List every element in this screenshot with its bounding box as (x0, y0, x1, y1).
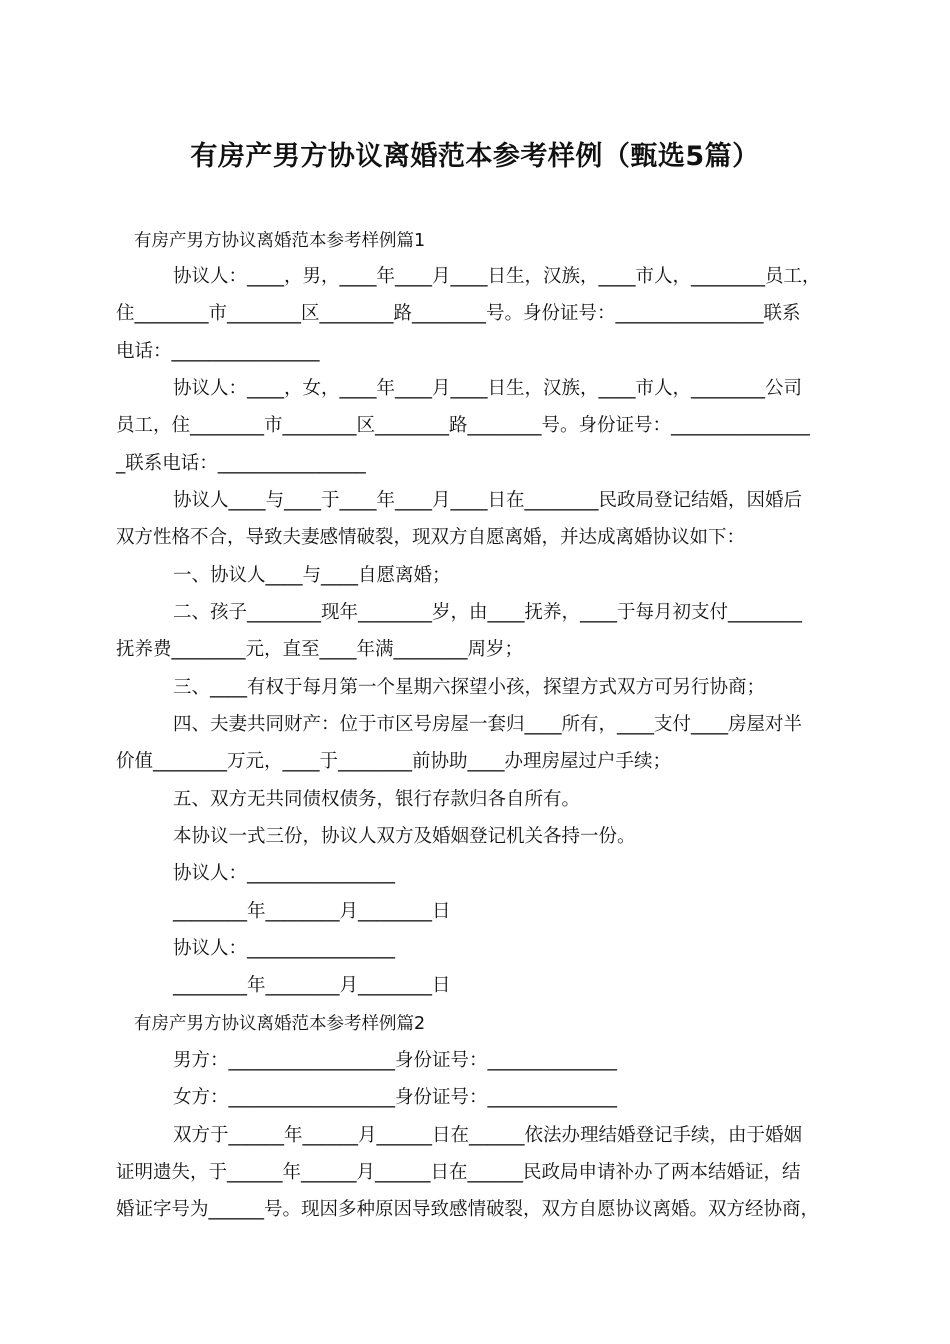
section2-para-line-1: 双方于______年______月______日在______依法办理结婚登记手续，由于婚姻 (173, 1125, 803, 1146)
section2-para-line-2: 证明遗失，于______年______月______日在______民政局申请补办了两本结婚证，结 (116, 1162, 801, 1183)
male-party-line: 男方：__________________身份证号：______________ (173, 1050, 618, 1071)
signature-party-2: 协议人：________________ (173, 938, 396, 959)
copies-statement: 本协议一式三份，协议人双方及婚姻登记机关各持一份。 (173, 826, 636, 847)
clause-3: 三、____有权于每月第一个星期六探望小孩，探望方式双方可另行协商； (173, 677, 766, 698)
section2-para-line-3: 婚证字号为______号。现因多种原因导致感情破裂，双方自愿协议离婚。双方经协商， (116, 1199, 820, 1220)
party1-line-3: 电话：________________ (116, 341, 320, 362)
marriage-para-line-1: 协议人____与____于____年____月____日在________民政局登记结婚，因婚后 (173, 490, 803, 511)
clause-2-line-2: 抚养费________元，直至____年满________周岁； (116, 639, 524, 660)
party2-line-2: 员工，住________市________区________路________号。身份证号：_______________ (116, 415, 810, 436)
clause-1: 一、协议人____与____自愿离婚； (173, 565, 451, 586)
marriage-para-line-2: 双方性格不合，导致夫妻感情破裂，现双方自愿离婚，并达成离婚协议如下： (116, 527, 746, 548)
party2-line-1: 协议人：____，女，____年____月____日生，汉族，____市人，________公司 (173, 378, 803, 399)
section2-heading: 有房产男方协议离婚范本参考样例篇2 (134, 1014, 426, 1034)
party1-line-2: 住________市________区________路________号。身份证号：________________联系 (116, 303, 801, 324)
section1-heading: 有房产男方协议离婚范本参考样例篇1 (134, 231, 426, 251)
document-title: 有房产男方协议离婚范本参考样例（甄选5篇） (190, 141, 760, 172)
clause-5: 五、双方无共同债权债务，银行存款归各自所有。 (173, 789, 581, 810)
female-party-line: 女方：__________________身份证号：______________ (173, 1087, 618, 1108)
clause-4-line-1: 四、夫妻共同财产：位于市区号房屋一套归____所有，____支付____房屋对半 (173, 714, 803, 735)
clause-2-line-1: 二、孩子________现年________岁，由____抚养，____于每月初支付________ (173, 602, 803, 623)
signature-party-1: 协议人：________________ (173, 863, 396, 884)
party1-line-1: 协议人：____，男，____年____月____日生，汉族，____市人，________员工， (173, 266, 821, 287)
signature-date-1: ________年________月________日 (173, 901, 451, 922)
party2-line-3: _联系电话：________________ (116, 453, 366, 474)
clause-4-line-2: 价值________万元，____于________前协助____办理房屋过户手续； (116, 751, 672, 772)
signature-date-2: ________年________月________日 (173, 975, 451, 996)
